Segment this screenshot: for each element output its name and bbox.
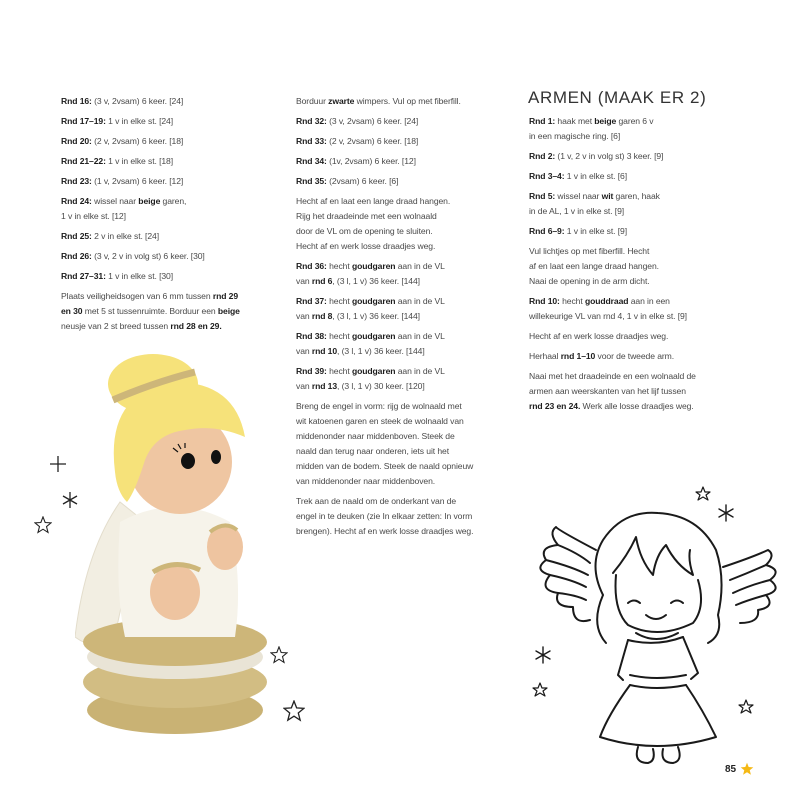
angel-line-drawing — [528, 475, 790, 765]
instruction-paragraph: Rnd 20: (2 v, 2vsam) 6 keer. [18] — [61, 136, 184, 146]
instruction-paragraph: Rnd 10: hecht gouddraad aan in een willekeurige VL van rnd 4, 1 v in elke st. [9] — [529, 296, 687, 321]
instruction-paragraph: Breng de engel in vorm: rijg de wolnaald met wit katoenen garen en steek de wolnaald van middenonder naar middenboven. Steek de naald dan terug naar onderen, iets uit het midden van de bodem. Steek de naald opnieuw van middenonder naar middenboven. — [296, 401, 474, 486]
instruction-paragraph: Rnd 27–31: 1 v in elke st. [30] — [61, 271, 174, 281]
star-outline-icon — [283, 700, 305, 722]
page-number: 85 — [725, 764, 737, 775]
section-heading-armen: ARMEN (MAAK ER 2) — [528, 88, 707, 107]
instructions-column-2 — [296, 94, 511, 544]
instruction-paragraph: Rnd 33: (2 v, 2vsam) 6 keer. [18] — [296, 136, 419, 146]
instruction-paragraph: Rnd 36: hecht goudgaren aan in de VL van rnd 6, (3 l, 1 v) 36 keer. [144] — [296, 261, 445, 286]
instructions-column-3 — [529, 114, 744, 419]
instruction-paragraph: Rnd 24: wissel naar beige garen, 1 v in elke st. [12] — [61, 196, 187, 221]
instruction-paragraph: Rnd 17–19: 1 v in elke st. [24] — [61, 116, 174, 126]
instruction-paragraph: Naai met het draadeinde en een wolnaald de armen aan weerskanten van het lijf tussen rnd 23 en 24. Werk alle losse draadjes weg. — [529, 371, 696, 411]
asterisk-sparkle-icon — [61, 491, 79, 509]
instruction-paragraph: Rnd 37: hecht goudgaren aan in de VL van rnd 8, (3 l, 1 v) 36 keer. [144] — [296, 296, 445, 321]
instruction-paragraph: Rnd 23: (1 v, 2vsam) 6 keer. [12] — [61, 176, 184, 186]
instruction-paragraph: Rnd 16: (3 v, 2vsam) 6 keer. [24] — [61, 96, 184, 106]
instruction-paragraph: Rnd 3–4: 1 v in elke st. [6] — [529, 171, 627, 181]
instruction-paragraph: Rnd 6–9: 1 v in elke st. [9] — [529, 226, 627, 236]
star-outline-icon — [34, 516, 52, 534]
instruction-paragraph: Hecht af en laat een lange draad hangen. Rijg het draadeinde met een wolnaald door de VL om de opening te sluiten. Hecht af en werk losse draadjes weg. — [296, 196, 451, 251]
crocheted-angel-photo — [75, 352, 275, 742]
instruction-paragraph: Trek aan de naald om de onderkant van de engel in te deuken (zie In elkaar zetten: In vorm brengen). Hecht af en werk losse draadjes weg. — [296, 496, 474, 536]
instruction-paragraph: Rnd 21–22: 1 v in elke st. [18] — [61, 156, 174, 166]
instruction-paragraph: Hecht af en werk losse draadjes weg. — [529, 331, 669, 341]
instruction-paragraph: Rnd 39: hecht goudgaren aan in de VL van rnd 13, (3 l, 1 v) 30 keer. [120] — [296, 366, 445, 391]
instruction-paragraph: Rnd 34: (1v, 2vsam) 6 keer. [12] — [296, 156, 416, 166]
instruction-paragraph: Rnd 5: wissel naar wit garen, haak in de AL, 1 v in elke st. [9] — [529, 191, 660, 216]
instruction-paragraph: Rnd 38: hecht goudgaren aan in de VL van rnd 10, (3 l, 1 v) 36 keer. [144] — [296, 331, 445, 356]
instructions-column-1 — [61, 94, 286, 339]
instruction-paragraph: Rnd 26: (3 v, 2 v in volg st) 6 keer. [30] — [61, 251, 205, 261]
instruction-paragraph: Plaats veiligheidsogen van 6 mm tussen rnd 29 en 30 met 5 st tussenruimte. Borduur een beige neusje van 2 st breed tussen rnd 28 en 29. — [61, 291, 240, 331]
instruction-paragraph: Borduur zwarte wimpers. Vul op met fiberfill. — [296, 96, 461, 106]
instruction-paragraph: Rnd 1: haak met beige garen 6 v in een magische ring. [6] — [529, 116, 654, 141]
instruction-paragraph: Rnd 35: (2vsam) 6 keer. [6] — [296, 176, 399, 186]
plus-sparkle-icon — [49, 455, 67, 473]
instruction-paragraph: Rnd 2: (1 v, 2 v in volg st) 3 keer. [9] — [529, 151, 664, 161]
instruction-paragraph: Vul lichtjes op met fiberfill. Hecht af en laat een lange draad hangen. Naai de opening in de arm dicht. — [529, 246, 659, 286]
instruction-paragraph: Rnd 32: (3 v, 2vsam) 6 keer. [24] — [296, 116, 419, 126]
instruction-paragraph: Herhaal rnd 1–10 voor de tweede arm. — [529, 351, 674, 361]
instruction-paragraph: Rnd 25: 2 v in elke st. [24] — [61, 231, 159, 241]
star-filled-icon — [740, 762, 754, 776]
star-outline-icon — [270, 646, 288, 664]
